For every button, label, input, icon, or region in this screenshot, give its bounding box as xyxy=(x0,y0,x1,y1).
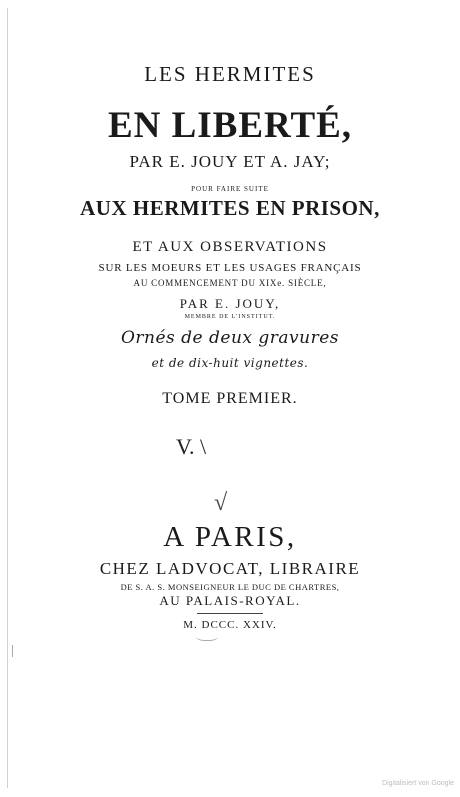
authors-line: PAR E. JOUY ET A. JAY; xyxy=(129,152,331,171)
volume-annotation: V. \ xyxy=(176,434,207,459)
ornament-rule xyxy=(197,613,263,614)
subtitle-prison: AUX HERMITES EN PRISON, xyxy=(80,196,380,220)
publisher-line: CHEZ LADVOCAT, LIBRAIRE xyxy=(99,559,361,578)
digitization-watermark: Digitalisiert von Google xyxy=(382,780,454,787)
title-main: EN LIBERTÉ, xyxy=(107,105,353,146)
vignettes-line: et de dix-huit vignettes. xyxy=(151,356,309,370)
century-line: AU COMMENCEMENT DU XIXe. SIÈCLE, xyxy=(133,278,327,288)
city-line: A PARIS, xyxy=(163,521,297,553)
volume-title: TOME PREMIER. xyxy=(162,390,298,407)
author-line: PAR E. JOUY, xyxy=(179,296,281,311)
library-stamp xyxy=(196,630,218,641)
title-line-1: LES HERMITES xyxy=(144,62,316,86)
institute-line: MEMBRE DE L'INSTITUT. xyxy=(184,314,276,320)
observations-line: ET AUX OBSERVATIONS xyxy=(132,239,328,255)
subtitle-small: POUR FAIRE SUITE xyxy=(191,185,269,193)
check-mark: √ xyxy=(214,490,228,516)
patron-line: DE S. A. S. MONSEIGNEUR LE DUC DE CHARTRES, xyxy=(120,582,340,592)
moeurs-line: SUR LES MOEURS ET LES USAGES FRANÇAIS xyxy=(98,262,362,274)
margin-tick xyxy=(12,645,13,657)
year-line: M. DCCC. XXIV. xyxy=(183,619,277,631)
palais-line: AU PALAIS-ROYAL. xyxy=(159,593,301,608)
engravings-line: Ornés de deux gravures xyxy=(120,328,340,348)
